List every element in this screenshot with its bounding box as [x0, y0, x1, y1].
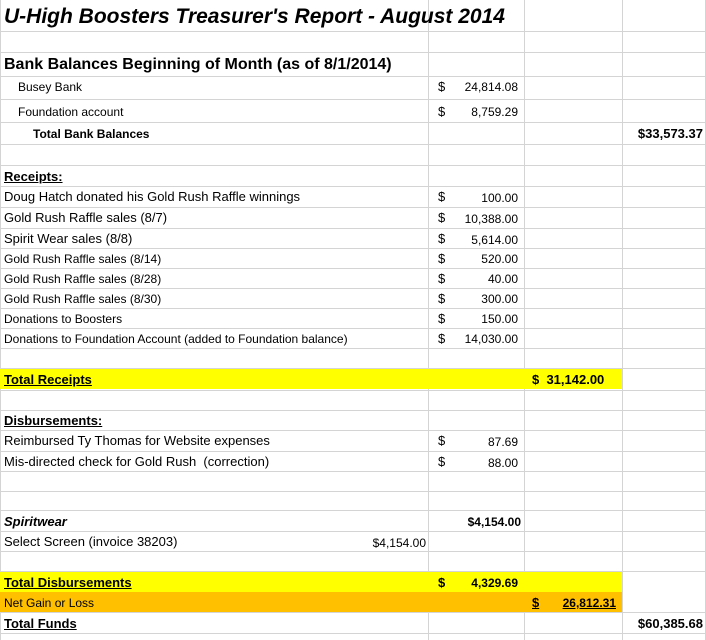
- currency-symbol: $: [438, 104, 446, 119]
- net-gain-loss-amount: 26,812.31: [562, 596, 616, 610]
- select-screen-amount: $4,154.00: [372, 536, 426, 550]
- total-disbursements-amount: 4,329.69: [471, 576, 518, 590]
- receipt-item-amount: 5,614.00: [471, 233, 518, 247]
- currency-symbol: $: [438, 79, 446, 94]
- grid-row-line: [0, 510, 706, 511]
- bank-item-label: Busey Bank: [18, 80, 83, 94]
- grid-row-line: [0, 31, 706, 32]
- receipt-item-amount: 10,388.00: [464, 212, 518, 226]
- grid-row-line: [0, 531, 706, 532]
- total-receipts-label: Total Receipts: [4, 372, 92, 387]
- bank-balances-heading: Bank Balances Beginning of Month (as of 8/1/2014): [4, 56, 392, 73]
- total-bank-balances-label: Total Bank Balances: [33, 127, 150, 141]
- bank-item-label: Foundation account: [18, 105, 124, 119]
- disbursement-item-label: Reimbursed Ty Thomas for Website expenses: [4, 433, 270, 448]
- net-gain-loss-label: Net Gain or Loss: [4, 596, 95, 610]
- grid-row-line: [0, 633, 706, 634]
- spiritwear-amount: $4,154.00: [467, 515, 521, 529]
- total-receipts-highlight: [0, 369, 622, 389]
- currency-symbol: $: [532, 595, 540, 610]
- currency-symbol: $: [438, 210, 446, 225]
- currency-symbol: $: [438, 251, 446, 266]
- receipt-item-amount: 40.00: [487, 272, 518, 286]
- grid-row-line: [0, 491, 706, 492]
- receipt-item-amount: 520.00: [481, 252, 518, 266]
- grid-row-line: [0, 390, 706, 391]
- grid-row-line: [0, 52, 706, 53]
- receipt-item-label: Gold Rush Raffle sales (8/30): [4, 292, 162, 306]
- receipt-item-amount: 14,030.00: [464, 332, 518, 346]
- receipt-item-amount: 300.00: [481, 292, 518, 306]
- bank-item-amount: 24,814.08: [464, 80, 518, 94]
- total-funds-amount: $60,385.68: [637, 616, 703, 631]
- currency-symbol: $: [438, 311, 446, 326]
- receipt-item-label: Donations to Boosters: [4, 312, 123, 326]
- disbursement-item-amount: 88.00: [487, 456, 518, 470]
- grid-row-line: [0, 328, 706, 329]
- disbursement-item-label: Mis-directed check for Gold Rush (correction): [4, 454, 270, 469]
- disbursement-item-amount: 87.69: [487, 435, 518, 449]
- currency-symbol: $: [438, 575, 446, 590]
- grid-row-line: [0, 76, 706, 77]
- grid-row-line: [0, 165, 706, 166]
- grid-row-line: [0, 451, 706, 452]
- receipt-item-label: Doug Hatch donated his Gold Rush Raffle winnings: [4, 189, 301, 204]
- grid-row-line: [0, 471, 706, 472]
- currency-symbol: $: [438, 291, 446, 306]
- grid-row-line: [0, 348, 706, 349]
- grid-column-line: [0, 0, 1, 640]
- grid-row-line: [0, 248, 706, 249]
- report-title: U-High Boosters Treasurer's Report - August 2014: [4, 5, 505, 28]
- currency-symbol: $: [438, 271, 446, 286]
- receipt-item-label: Spirit Wear sales (8/8): [4, 231, 133, 246]
- grid-row-line: [0, 122, 706, 123]
- total-bank-balances-amount: $33,573.37: [637, 126, 703, 141]
- grid-column-line: [524, 0, 525, 640]
- receipt-item-amount: 100.00: [481, 191, 518, 205]
- grid-row-line: [0, 207, 706, 208]
- grid-row-line: [0, 308, 706, 309]
- receipt-item-label: Gold Rush Raffle sales (8/28): [4, 272, 162, 286]
- grid-column-line: [428, 0, 429, 640]
- bank-item-amount: 8,759.29: [471, 105, 518, 119]
- total-receipts-amount: $ 31,142.00: [532, 372, 605, 387]
- receipt-item-label: Gold Rush Raffle sales (8/14): [4, 252, 162, 266]
- grid-column-line: [622, 0, 623, 640]
- grid-row-line: [0, 228, 706, 229]
- currency-symbol: $: [438, 231, 446, 246]
- grid-row-line: [0, 186, 706, 187]
- total-disbursements-label: Total Disbursements: [4, 575, 132, 590]
- receipt-item-amount: 150.00: [481, 312, 518, 326]
- currency-symbol: $: [438, 454, 446, 469]
- grid-row-line: [0, 144, 706, 145]
- currency-symbol: $: [438, 189, 446, 204]
- grid-row-line: [0, 410, 706, 411]
- grid-row-line: [0, 268, 706, 269]
- grid-row-line: [0, 430, 706, 431]
- receipts-heading: Receipts:: [4, 169, 63, 184]
- grid-row-line: [0, 99, 706, 100]
- disbursements-heading: Disbursements:: [4, 413, 103, 428]
- currency-symbol: $: [438, 331, 446, 346]
- select-screen-label: Select Screen (invoice 38203): [4, 534, 178, 549]
- grid-row-line: [0, 288, 706, 289]
- grid-row-line: [0, 551, 706, 552]
- currency-symbol: $: [438, 433, 446, 448]
- grid-row-line: [0, 612, 706, 613]
- spiritwear-label: Spiritwear: [4, 514, 67, 529]
- receipt-item-label: Gold Rush Raffle sales (8/7): [4, 210, 168, 225]
- receipt-item-label: Donations to Foundation Account (added to Foundation balance): [4, 332, 348, 346]
- total-funds-label: Total Funds: [4, 616, 77, 631]
